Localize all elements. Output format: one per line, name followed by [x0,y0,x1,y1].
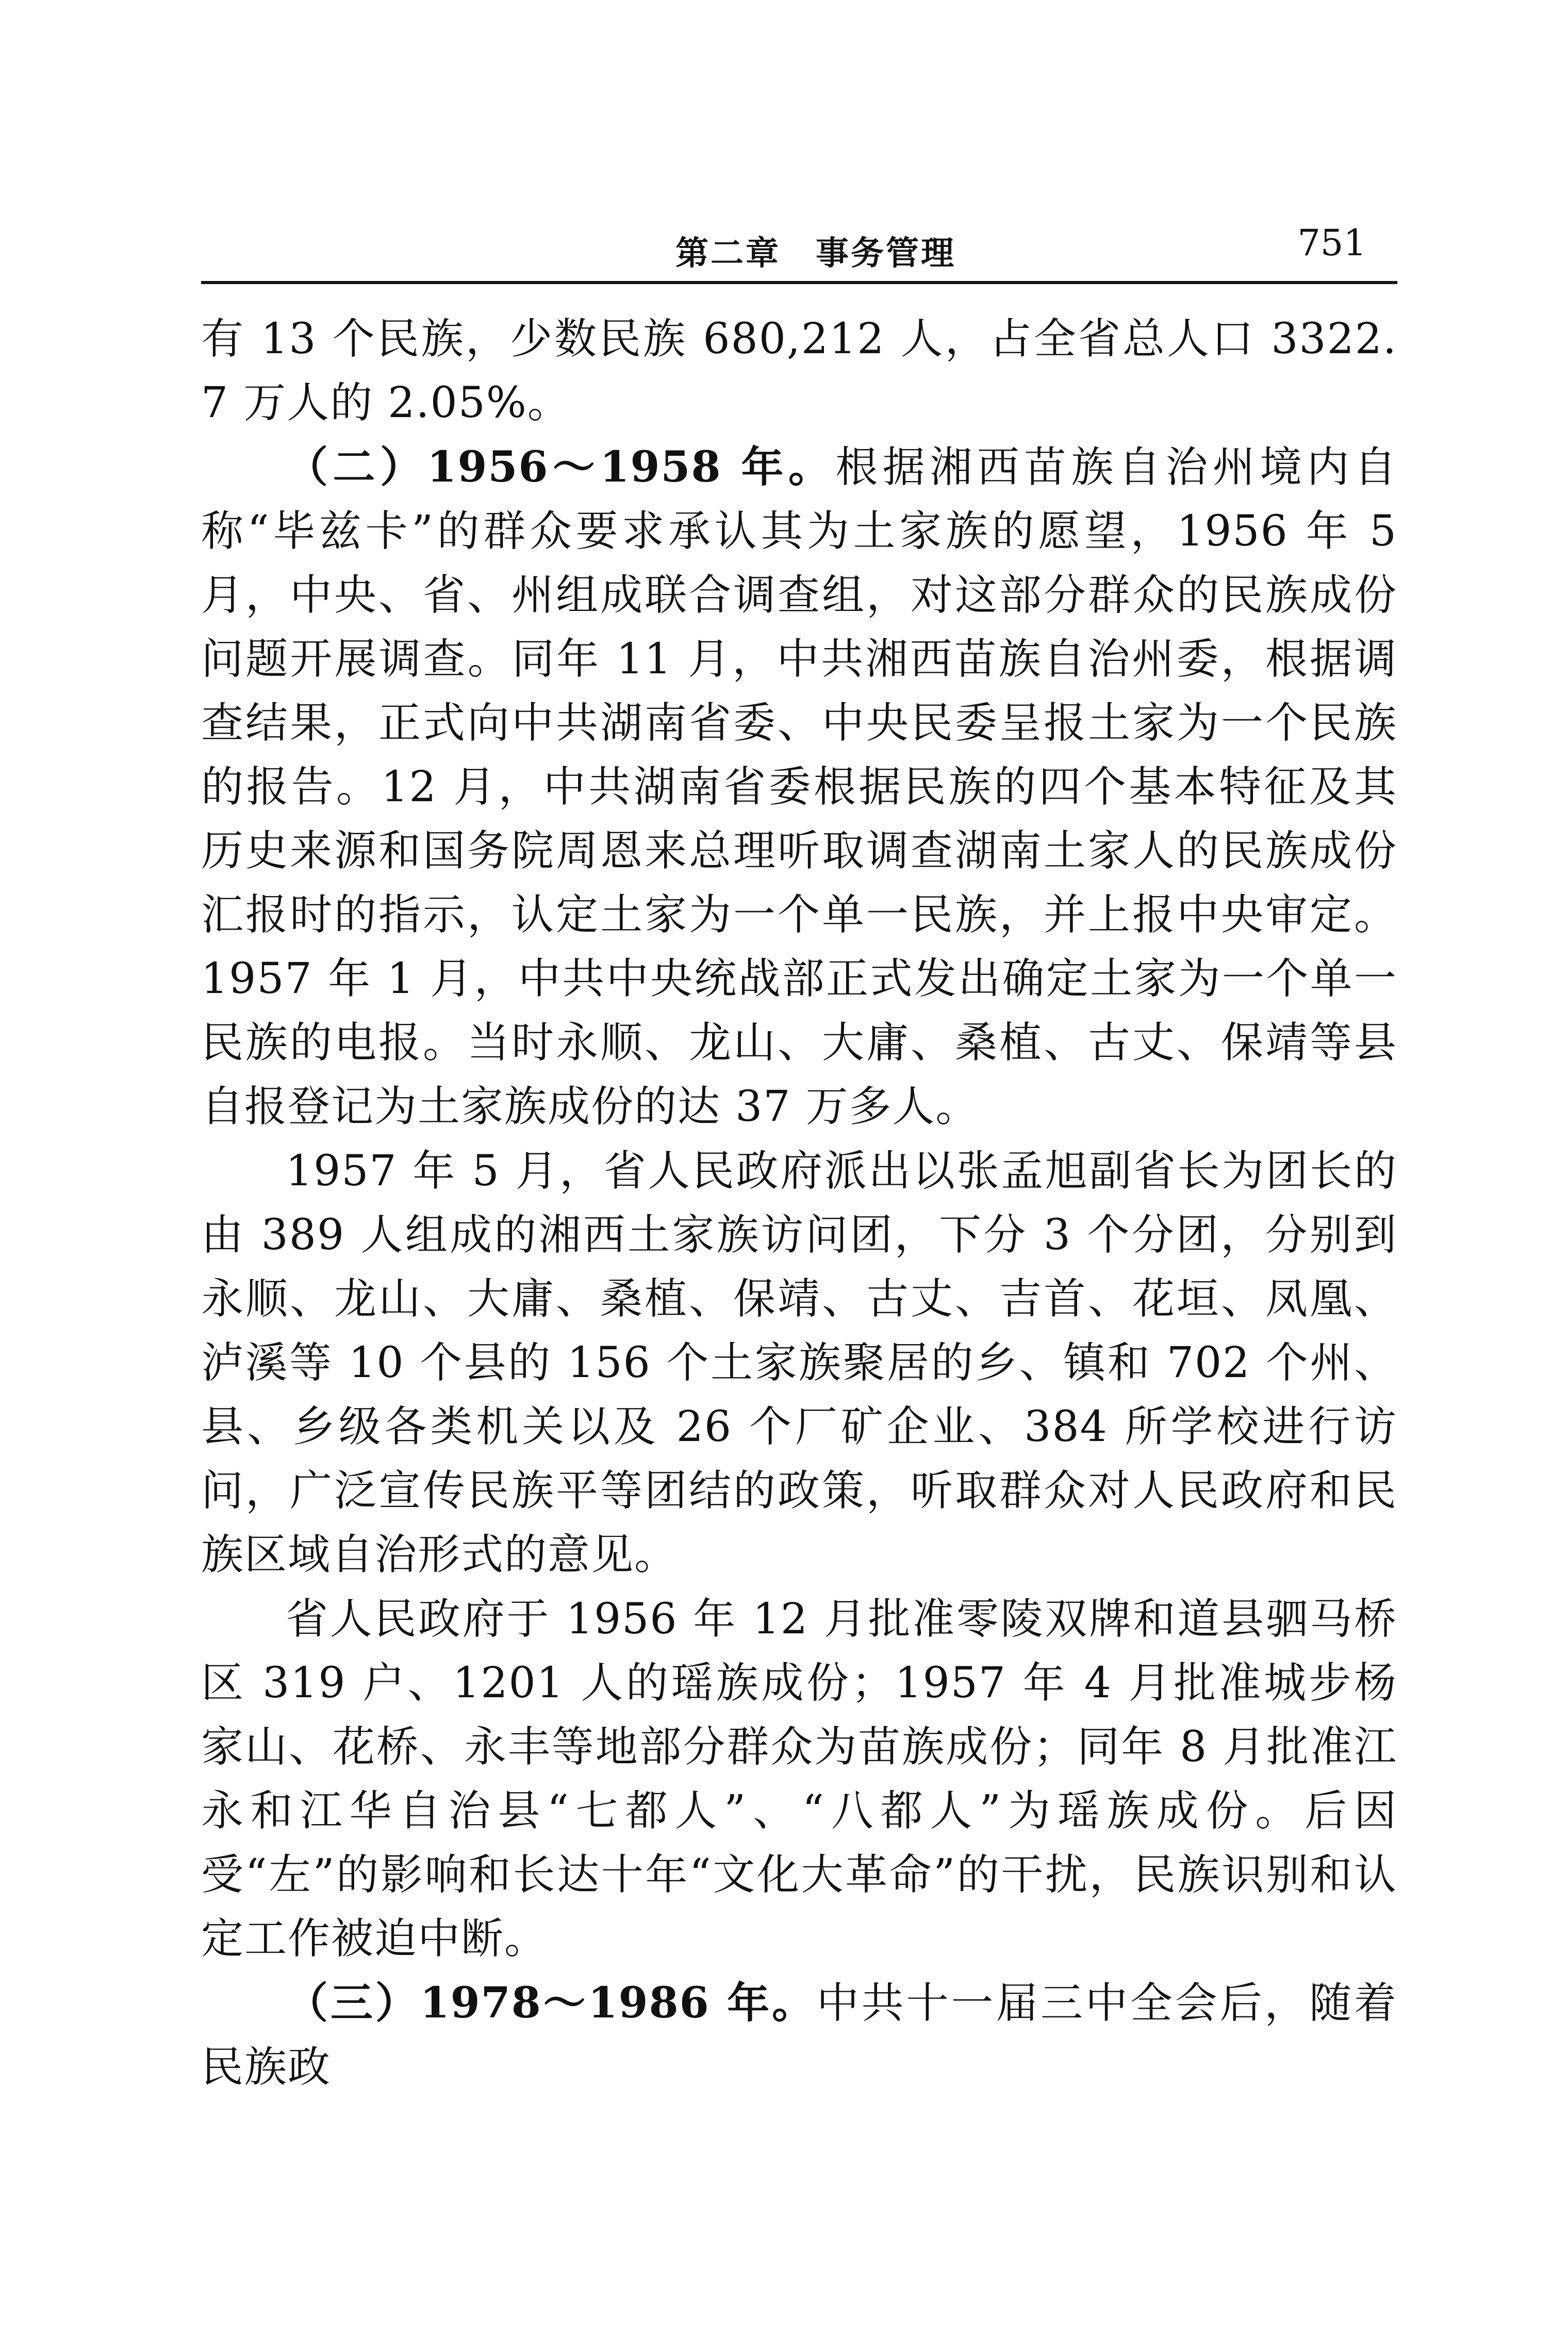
page-header [201,217,1397,278]
page-number: 751 [1297,222,1366,264]
paragraph-5-text: 中共十一届三中全会后，随着民族政 [201,1979,1397,2092]
paragraph-2 [201,435,1397,1139]
paragraph-4 [201,1587,1397,1971]
paragraph-1 [201,307,1397,435]
paragraph-5 [201,1971,1397,2099]
chapter-title: 第二章 事务管理 [675,235,956,273]
paragraph-3-text: 1957 年 5 月，省人民政府派出以张孟旭副省长为团长的由 389 人组成的湘西土家族访问团，下分 3 个分团，分别到永顺、龙山、大庸、桑植、保靖、古丈、吉首、花垣、凤凰、泸溪等 10 个县的 156 个土家族聚居的乡、镇和 702 个州、县、乡级各类机关以及 26 个厂矿企业、384 所学校进行访问，广泛宣传民族平等团结的政策，听取群众对人民政府和民族区域自治形式的意见。 [201,1147,1397,1579]
paragraph-5-lead: （三）1978～1986 年。 [286,1978,817,2028]
paragraph-1-text: 有 13 个民族，少数民族 680,212 人，占全省总人口 3322.7 万人的 2.05%。 [201,314,1397,427]
paragraph-2-text: 根据湘西苗族自治州境内自称“毕兹卡”的群众要求承认其为土家族的愿望，1956 年 5 月，中央、省、州组成联合调查组，对这部分群众的民族成份问题开展调查。同年 11 月，中共湘西苗族自治州委，根据调查结果，正式向中共湖南省委、中央民委呈报土家为一个民族的报告。12 月，中共湖南省委根据民族的四个基本特征及其历史来源和国务院周恩来总理听取调查湖南土家人的民族成份汇报时的指示，认定土家为一个单一民族，并上报中央审定。1957 年 1 月，中共中央统战部正式发出确定土家为一个单一民族的电报。当时永顺、龙山、大庸、桑植、古丈、保靖等县自报登记为土家族成份的达 37 万多人。 [201,443,1397,1131]
header-rule [201,281,1397,284]
paragraph-2-lead: （二）1956～1958 年。 [286,442,836,492]
body-text [201,307,1397,2099]
paragraph-4-text: 省人民政府于 1956 年 12 月批准零陵双牌和道县驷马桥区 319 户、1201 人的瑶族成份；1957 年 4 月批准城步杨家山、花桥、永丰等地部分群众为苗族成份；同年 8 月批准江永和江华自治县“七都人”、“八都人”为瑶族成份。后因受“左”的影响和长达十年“文化大革命”的干扰，民族识别和认定工作被迫中断。 [201,1595,1397,1963]
paragraph-3 [201,1139,1397,1587]
